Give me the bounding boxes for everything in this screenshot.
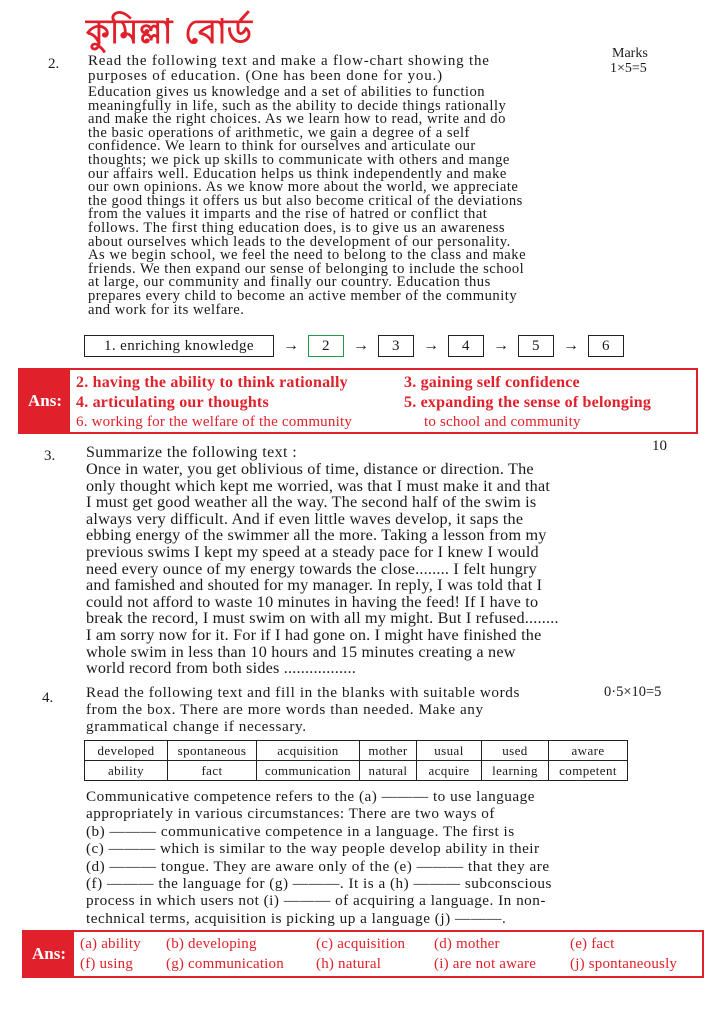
q4-instruction-line: from the box. There are more words than needed. Make any bbox=[86, 701, 484, 718]
q4-passage-line: (f) ——— the language for (g) ———. It is a (h) ——— subconscious bbox=[86, 875, 552, 893]
flow-arrow-icon: → bbox=[283, 337, 299, 354]
word-cell: fact bbox=[168, 761, 257, 781]
word-cell: spontaneous bbox=[168, 741, 257, 761]
q3-marks: 10 bbox=[652, 438, 667, 454]
flow-arrow-icon: → bbox=[493, 337, 509, 354]
word-cell: competent bbox=[549, 761, 628, 781]
q2-answer-box bbox=[18, 368, 698, 434]
q2-passage-line: friends. We then expand our sense of belonging to include the school bbox=[88, 260, 525, 277]
table-row bbox=[85, 761, 628, 781]
word-cell: used bbox=[482, 741, 549, 761]
q2-passage-line: thoughts; we pick up skills to communicate with others and mange bbox=[88, 151, 510, 168]
answer-item: (c) acquisition bbox=[316, 936, 406, 952]
q2-passage-line: prepares every child to become an active member of the community bbox=[88, 287, 518, 304]
q3-passage-line: Once in water, you get oblivious of time, distance or direction. The bbox=[86, 460, 534, 478]
answer-item: (h) natural bbox=[316, 956, 382, 972]
q2-instruction-line: Read the following text and make a flow-chart showing the bbox=[88, 53, 490, 69]
q3-passage-line: ebbing energy of the swimmer all the more. Taking a lesson from my bbox=[86, 526, 547, 545]
q4-passage-line: (d) ——— tongue. They are aware only of the (e) ——— that they are bbox=[86, 857, 550, 875]
q4-passage-line: (c) ——— which is similar to the way people develop ability in their bbox=[86, 840, 540, 858]
q2-number: 2. bbox=[48, 56, 60, 72]
marks-label: Marks bbox=[612, 46, 648, 61]
q2-passage-line: As we begin school, we feel the need to belong to the class and make bbox=[88, 247, 527, 264]
answer-label: Ans: bbox=[20, 370, 70, 432]
flow-box-2: 2 bbox=[308, 335, 344, 357]
answer-item: (a) ability bbox=[80, 936, 141, 952]
q4-passage bbox=[86, 788, 552, 927]
q4-passage-line: process in which users not (i) ——— of acquiring a language. In non- bbox=[86, 892, 546, 910]
q2-passage-line: at large, our community and finally our country. Education thus bbox=[88, 274, 491, 291]
q4-instruction bbox=[86, 684, 520, 735]
flow-arrow-icon: → bbox=[353, 337, 369, 354]
q2-passage-line: confidence. We learn to think for ourselves and articulate our bbox=[88, 138, 476, 155]
q2-passage-line: the basic operations of arithmetic, we gain a degree of a self bbox=[88, 124, 470, 141]
flow-arrow-icon: → bbox=[423, 337, 439, 354]
answer-item: 4. articulating our thoughts bbox=[76, 394, 269, 411]
q2-passage-line: and work for its welfare. bbox=[88, 301, 245, 318]
answer-item: (g) communication bbox=[166, 956, 284, 972]
q3-passage-line: previous swims I kept my speed at a steady pace for I knew I would bbox=[86, 542, 539, 561]
q4-passage-line: appropriately in various circumstances: There are two ways of bbox=[86, 805, 495, 823]
marks-value: 1×5=5 bbox=[610, 61, 647, 76]
q2-passage-line: our affairs well. Education helps us think independently and make bbox=[88, 165, 507, 182]
q2-passage bbox=[88, 86, 526, 317]
word-cell: mother bbox=[360, 741, 417, 761]
answer-label: Ans: bbox=[24, 932, 74, 976]
q3-passage-line: break the record, I must swim on with all my might. But I refused........ bbox=[86, 609, 559, 628]
word-cell: natural bbox=[360, 761, 417, 781]
q4-passage-line: technical terms, acquisition is picking up a language (j) ———. bbox=[86, 909, 507, 927]
q4-passage-line: Communicative competence refers to the (a) ——— to use language bbox=[86, 788, 535, 805]
answer-item: 2. having the ability to think rationally bbox=[76, 374, 348, 391]
word-cell: acquisition bbox=[257, 741, 360, 761]
q3-passage-line: could not afford to waste 10 minutes in having the feed! If I have to bbox=[86, 592, 539, 611]
flow-box-4: 4 bbox=[448, 335, 484, 357]
q4-instruction-line: Read the following text and fill in the blanks with suitable words bbox=[86, 684, 520, 701]
q3-passage-line: I am sorry now for it. For if I had gone on. I might have finished the bbox=[86, 625, 542, 644]
q4-word-box bbox=[84, 740, 628, 781]
table-row bbox=[85, 741, 628, 761]
q2-passage-line: about ourselves which leads to the development of our personality. bbox=[88, 233, 511, 250]
answer-item: (b) developing bbox=[166, 936, 257, 952]
q2-passage-line: and make the right choices. As we learn how to read, write and do bbox=[88, 111, 506, 128]
q4-instruction-line: grammatical change if necessary. bbox=[86, 718, 307, 735]
q4-marks: 0·5×10=5 bbox=[604, 684, 662, 700]
answer-item: (j) spontaneously bbox=[570, 956, 678, 972]
q2-instruction-line: purposes of education. (One has been done for you.) bbox=[88, 68, 443, 84]
q3-number: 3. bbox=[44, 448, 56, 464]
q2-passage-line: our own opinions. As we know more about the world, we appreciate bbox=[88, 179, 519, 196]
answer-item: to school and community bbox=[424, 414, 581, 430]
word-cell: communication bbox=[257, 761, 360, 781]
q3-passage-line: whole swim in less than 10 hours and 15 minutes creating a new bbox=[86, 642, 516, 661]
q2-instruction bbox=[88, 54, 490, 84]
board-title: কুমিল্লা বোর্ড bbox=[86, 12, 252, 52]
q3-passage-line: need every ounce of my energy towards the close........ I felt hungry bbox=[86, 559, 537, 578]
q2-passage-line: from the values it imparts and the rise of hatred or conflict that bbox=[88, 206, 488, 223]
q4-answer-box bbox=[22, 930, 704, 978]
q2-passage-line: the good things it offers us but also become critical of the deviations bbox=[88, 192, 523, 209]
q4-passage-line: (b) ——— communicative competence in a language. The first is bbox=[86, 822, 515, 840]
flow-box-3: 3 bbox=[378, 335, 414, 357]
q2-passage-line: Education gives us knowledge and a set of abilities to function bbox=[88, 84, 486, 100]
answer-item: 3. gaining self confidence bbox=[404, 374, 580, 391]
q3-passage bbox=[86, 461, 559, 677]
q3-passage-line: world record from both sides ................. bbox=[86, 659, 356, 678]
flow-box-6: 6 bbox=[588, 335, 624, 357]
q2-passage-line: follows. The first thing education does, is to give us an awareness bbox=[88, 219, 506, 236]
q4-number: 4. bbox=[42, 690, 54, 706]
answer-item: (e) fact bbox=[570, 936, 615, 952]
word-cell: acquire bbox=[417, 761, 482, 781]
word-cell: developed bbox=[85, 741, 168, 761]
q3-passage-line: I must get good weather all the way. The second half of the swim is bbox=[86, 493, 537, 512]
flow-box-5: 5 bbox=[518, 335, 554, 357]
q3-passage-line: always very difficult. And if even little waves develop, it saps the bbox=[86, 509, 524, 528]
answer-item: 6. working for the welfare of the community bbox=[76, 414, 353, 430]
word-cell: usual bbox=[417, 741, 482, 761]
word-cell: ability bbox=[85, 761, 168, 781]
answer-item: 5. expanding the sense of belonging bbox=[404, 394, 652, 411]
answer-item: (f) using bbox=[80, 956, 134, 972]
flow-arrow-icon: → bbox=[563, 337, 579, 354]
q3-instruction: Summarize the following text : bbox=[86, 444, 298, 461]
q2-passage-line: meaningfully in life, such as the ability to decide things rationally bbox=[88, 97, 507, 114]
q3-passage-line: only thought which kept me worried, was that I must make it and that bbox=[86, 476, 551, 495]
q3-passage-line: and famished and shouted for my manager. In reply, I was told that I bbox=[86, 576, 543, 595]
answer-item: (i) are not aware bbox=[434, 956, 537, 972]
q2-flowchart bbox=[84, 333, 624, 359]
word-cell: learning bbox=[482, 761, 549, 781]
flow-box-1: 1. enriching knowledge bbox=[84, 335, 274, 357]
word-cell: aware bbox=[549, 741, 628, 761]
answer-item: (d) mother bbox=[434, 936, 500, 952]
